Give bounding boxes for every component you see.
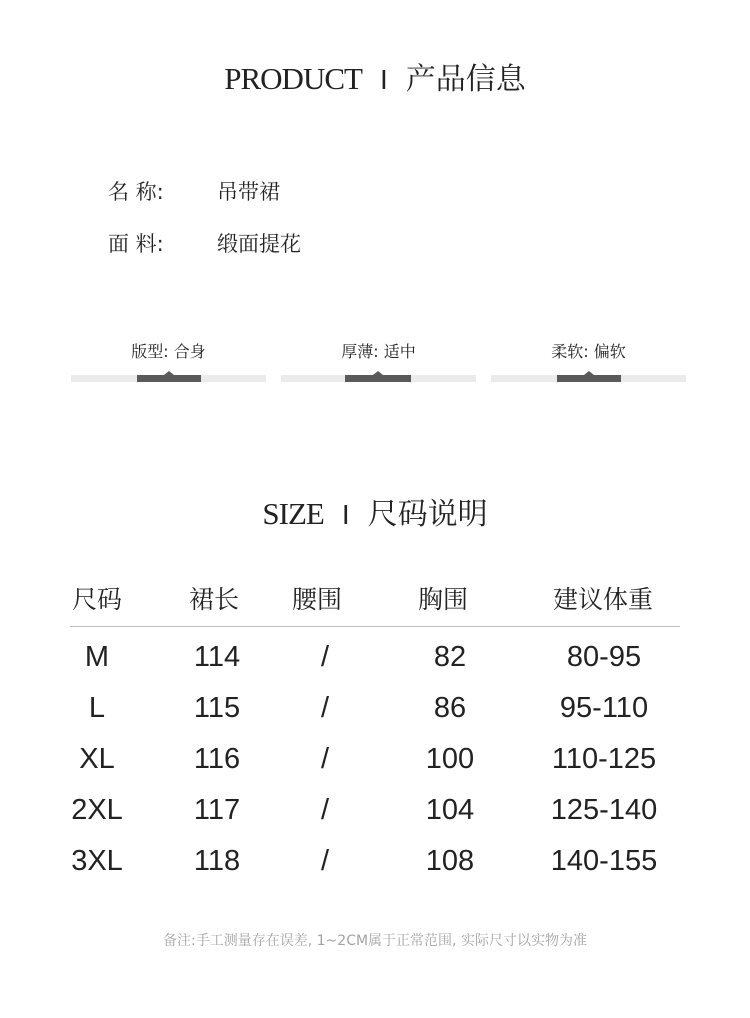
waist-cell: / bbox=[320, 641, 330, 673]
header-waist: 腰围 bbox=[292, 585, 343, 614]
fit-attribute-label: 版型: 合身 bbox=[131, 342, 206, 361]
header-size: 尺码 bbox=[72, 585, 123, 614]
thickness-attribute-indicator bbox=[345, 375, 411, 382]
fabric-value: 缎面提花 bbox=[217, 232, 301, 256]
thickness-attribute bbox=[281, 341, 476, 363]
length-cell: 115 bbox=[193, 692, 241, 724]
softness-attribute bbox=[491, 341, 686, 363]
softness-attribute-label: 柔软: 偏软 bbox=[551, 342, 626, 361]
measurement-note: 备注:手工测量存在误差, 1~2CM属于正常范围, 实际尺寸以实物为准 bbox=[163, 933, 587, 949]
size-section-title bbox=[0, 489, 750, 533]
fit-attribute-indicator bbox=[137, 375, 201, 382]
bust-cell: 82 bbox=[433, 641, 467, 673]
name-value: 吊带裙 bbox=[217, 180, 280, 204]
thickness-attribute-label: 厚薄: 适中 bbox=[341, 342, 416, 361]
product-title-en: PRODUCT bbox=[224, 61, 362, 96]
softness-attribute-indicator bbox=[557, 375, 621, 382]
size-title-cn: 尺码说明 bbox=[367, 497, 488, 532]
waist-cell: / bbox=[320, 743, 330, 775]
product-section-title bbox=[0, 54, 750, 98]
header-bust: 胸围 bbox=[418, 585, 469, 614]
bust-cell: 108 bbox=[425, 845, 475, 877]
bust-cell: 86 bbox=[433, 692, 467, 724]
length-cell: 117 bbox=[193, 794, 241, 826]
bust-cell: 100 bbox=[425, 743, 475, 775]
size-cell: L bbox=[88, 692, 106, 724]
weight-cell: 95-110 bbox=[559, 692, 649, 724]
fabric-label: 面 料: bbox=[108, 232, 164, 256]
thickness-attribute-notch bbox=[373, 371, 383, 375]
waist-cell: / bbox=[320, 794, 330, 826]
title-separator: I bbox=[379, 64, 388, 95]
fit-attribute-notch bbox=[164, 371, 174, 375]
weight-cell: 140-155 bbox=[550, 845, 658, 877]
weight-cell: 125-140 bbox=[550, 794, 658, 826]
length-cell: 118 bbox=[193, 845, 241, 877]
size-title-separator: I bbox=[341, 499, 350, 530]
softness-attribute-notch bbox=[584, 371, 594, 375]
header-length: 裙长 bbox=[189, 585, 240, 614]
name-label: 名 称: bbox=[108, 180, 164, 204]
waist-cell: / bbox=[320, 845, 330, 877]
product-title-cn: 产品信息 bbox=[405, 62, 526, 97]
length-cell: 116 bbox=[193, 743, 241, 775]
table-divider bbox=[70, 626, 680, 627]
waist-cell: / bbox=[320, 692, 330, 724]
size-title-en: SIZE bbox=[262, 496, 324, 531]
fit-attribute-track bbox=[71, 375, 266, 382]
softness-attribute-track bbox=[491, 375, 686, 382]
size-cell: 2XL bbox=[71, 794, 123, 826]
header-weight: 建议体重 bbox=[553, 585, 654, 614]
size-cell: XL bbox=[79, 743, 115, 775]
weight-cell: 80-95 bbox=[566, 641, 642, 673]
size-cell: M bbox=[84, 641, 110, 673]
size-cell: 3XL bbox=[71, 845, 123, 877]
fit-attribute bbox=[71, 341, 266, 363]
weight-cell: 110-125 bbox=[551, 743, 657, 775]
bust-cell: 104 bbox=[425, 794, 475, 826]
thickness-attribute-track bbox=[281, 375, 476, 382]
length-cell: 114 bbox=[193, 641, 241, 673]
